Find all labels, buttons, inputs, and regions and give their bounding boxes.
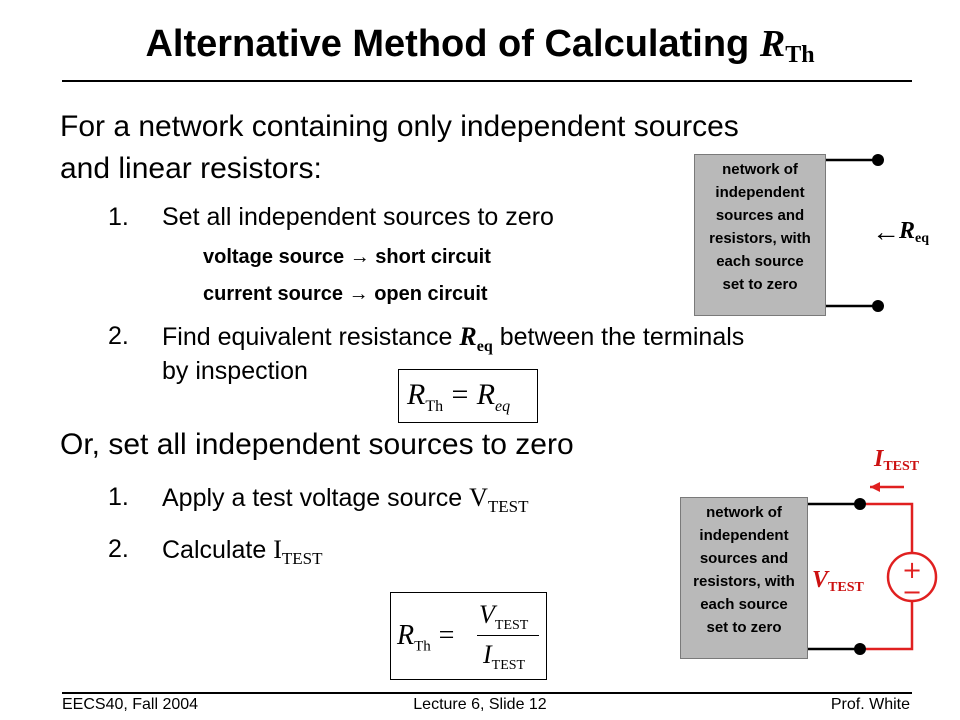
box-line: resistors, with [693, 573, 795, 590]
alt-step2-i-sub: TEST [281, 549, 323, 568]
title-text: Alternative Method of Calculating [145, 23, 750, 65]
req-bottom-terminal [872, 300, 884, 312]
left-arrow-icon: ← [872, 216, 900, 247]
box-line: independent [715, 184, 805, 201]
step1-text: Set all independent sources to zero [162, 203, 554, 231]
eq1-lhs: R [407, 378, 426, 411]
box-line: resistors, with [709, 230, 811, 247]
vtest-label-v: V [812, 567, 829, 593]
step2-r-symbol: R [459, 322, 477, 351]
box-line: network of [706, 504, 782, 521]
right-arrow-icon: → [349, 246, 370, 268]
step2-number: 2. [108, 322, 129, 350]
eq1-rhs: R [476, 378, 496, 411]
right-arrow-icon: → [348, 283, 369, 305]
req-label-r: R [899, 218, 916, 244]
alt-step1-number: 1. [108, 483, 129, 511]
network-box-req [694, 154, 826, 316]
box-line: set to zero [722, 276, 798, 293]
substep-current-left: current source [203, 283, 344, 305]
alt-step1-v-sub: TEST [487, 497, 529, 516]
eq2-num-sub: TEST [494, 618, 529, 634]
network-box-test-text [681, 498, 807, 639]
plus-icon: + [902, 556, 923, 584]
minus-icon: − [902, 578, 923, 606]
title-symbol-subscript: Th [785, 42, 815, 68]
eq1-lhs-sub: Th [425, 398, 444, 415]
alt-step2-i: I [273, 535, 282, 564]
req-top-terminal [872, 154, 884, 166]
step2-line-2: by inspection [162, 357, 308, 385]
alt-step1-label: Apply a test voltage source [162, 484, 463, 512]
step2-r-subscript: eq [476, 338, 493, 355]
box-line: each source [700, 596, 788, 613]
alt-step2-number: 2. [108, 535, 129, 563]
box-line: independent [699, 527, 789, 544]
box-line: sources and [715, 207, 805, 224]
box-line: each source [716, 253, 804, 270]
title-symbol: R [759, 23, 786, 65]
intro-line-2: and linear resistors: [60, 152, 322, 185]
step1-number: 1. [108, 203, 129, 231]
test-top-terminal [854, 498, 866, 510]
req-label-sub: eq [915, 231, 930, 247]
alt-step2-label: Calculate [162, 536, 267, 564]
eq1-rhs-sub: eq [495, 398, 511, 415]
vtest-label-sub: TEST [828, 580, 864, 596]
itest-label [874, 446, 919, 475]
box-line: set to zero [706, 619, 782, 636]
test-source-top-wire [866, 504, 912, 553]
itest-label-i: I [874, 446, 884, 472]
eq1-equals: = [451, 378, 469, 411]
footer-course: EECS40, Fall 2004 [62, 696, 199, 713]
eq2-den: I [483, 640, 492, 669]
step2-text-a: Find equivalent resistance [162, 323, 453, 351]
eq2-den-sub: TEST [491, 658, 526, 674]
intro-line-1: For a network containing only independent sources [60, 110, 739, 143]
itest-label-sub: TEST [883, 459, 920, 475]
eq2-equals: = [438, 620, 455, 651]
footer-rule [62, 692, 912, 694]
eq2-lhs: R [397, 620, 415, 651]
or-line: Or, set all independent sources to zero [60, 428, 574, 461]
eq2-lhs-sub: Th [414, 638, 431, 655]
network-box-req-text [695, 155, 825, 296]
substep-current-right: open circuit [374, 283, 488, 305]
current-arrow-icon [870, 482, 880, 492]
req-label [899, 218, 929, 247]
box-line: network of [722, 161, 798, 178]
footer-slide-number: Lecture 6, Slide 12 [413, 696, 547, 713]
test-bottom-terminal [854, 643, 866, 655]
eq2-num: V [479, 600, 495, 629]
alt-step1-v: V [469, 483, 488, 512]
footer-author: Prof. White [830, 696, 910, 713]
box-line: sources and [699, 550, 789, 567]
substep-voltage-left: voltage source [203, 246, 345, 268]
test-source-bottom-wire [866, 601, 912, 649]
substep-voltage-right: short circuit [375, 246, 491, 268]
network-box-test [680, 497, 808, 659]
vtest-label [812, 567, 864, 596]
step2-text-b: between the terminals [499, 323, 745, 351]
